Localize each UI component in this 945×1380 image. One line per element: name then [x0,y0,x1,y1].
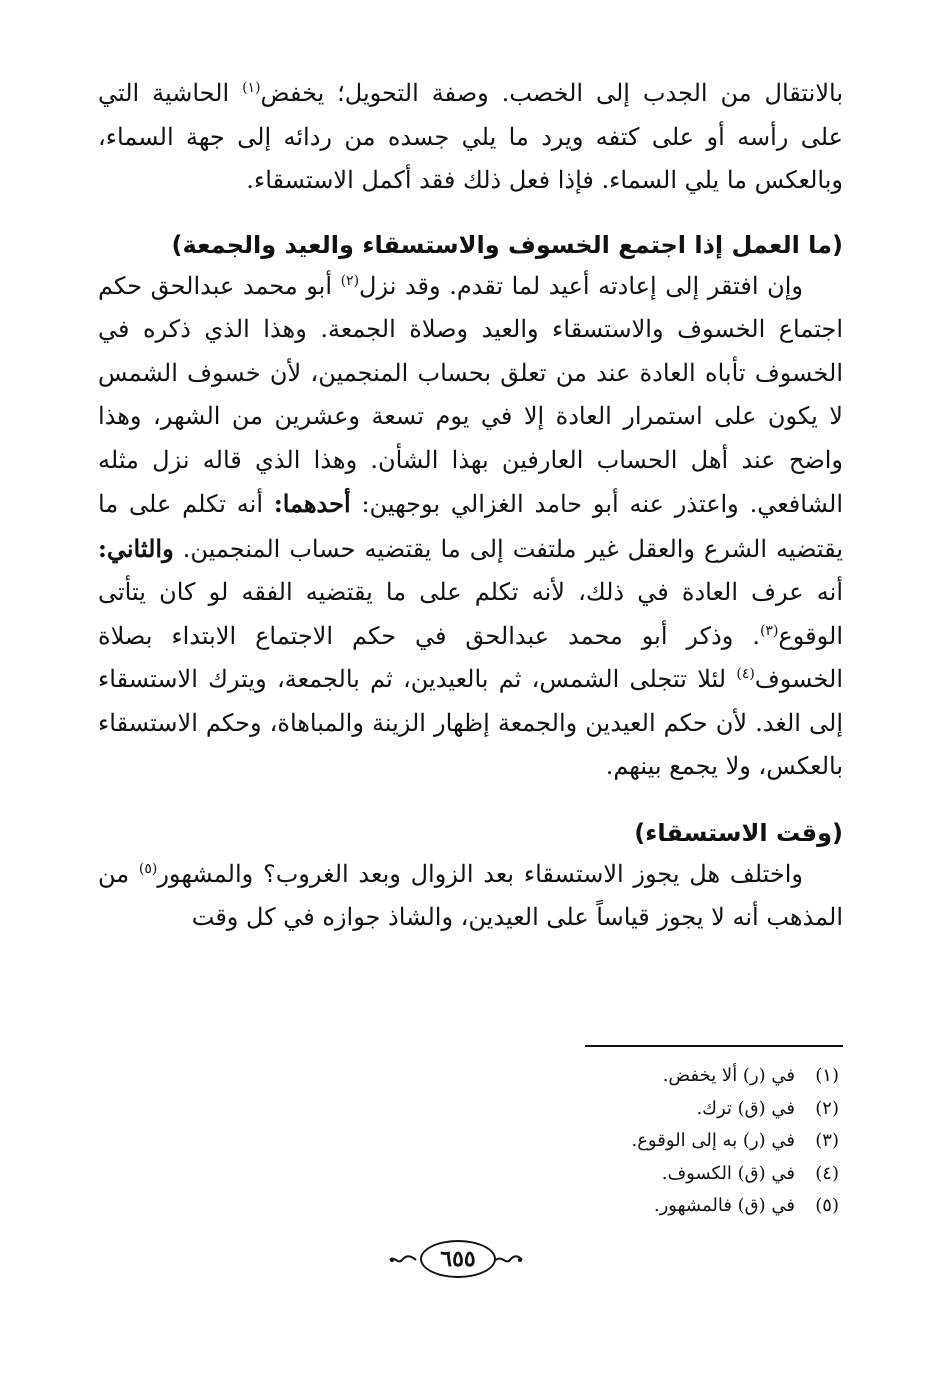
text-run: أنه عرف العادة في ذلك، لأنه تكلم على ما يقتضيه الفقه لو كان يتأتى الوقوع [98,578,843,650]
text-run: من المذهب أنه لا يجوز قياساً على العيدين، والشاذ جوازه في كل وقت [98,859,843,931]
footnote-item [439,1125,839,1158]
footnote-ref-1: (١) [242,80,261,96]
footnote-separator [585,1045,843,1047]
footnote-text: في (ر) به إلى الوقوع. [631,1130,795,1151]
footnote-ref-4: (٤) [736,666,755,682]
paragraph-2 [98,265,843,789]
footnotes [439,1060,839,1223]
footnote-number: (١) [815,1065,839,1086]
footnote-item [439,1060,839,1093]
ornament-right-icon [494,1255,524,1265]
section-heading-rain-prayer-time: (وقت الاستسقاء) [634,818,843,847]
footnote-ref-5: (٥) [138,860,158,877]
paragraph-3 [98,853,843,940]
footnote-text: في (ر) ألا يخفض. [662,1065,795,1086]
page-body [98,72,843,940]
page-number-ornament [380,1236,530,1282]
footnote-item [439,1093,839,1126]
footnote-number: (٢) [815,1097,839,1119]
footnote-text: في (ق) فالمشهور. [653,1195,795,1216]
footnote-number: (٥) [815,1195,839,1216]
text-run: لئلا تتجلى الشمس، ثم بالعيدين، ثم بالجمعة، ويترك الاستسقاء إلى الغد. لأن حكم العيدين والجمعة إظهار الزينة والمباهاة، وحكم الاستسقاء بالعكس، ولا يجمع بينهم. [98,665,843,780]
footnote-ref-3: (٣) [759,622,779,639]
text-run: وإن افتقر إلى إعادته أعيد لما تقدم. وقد نزل [359,271,804,300]
term-second: والثاني: [98,533,174,563]
text-run: أبو محمد عبدالحق حكم اجتماع الخسوف والاستسقاء والعيد وصلاة الجمعة. وهذا الذي ذكره في الخسوف تأباه العادة عند من تعلق بحساب المنجمين، لأن خسوف الشمس لا يكون على استمرار العادة إلا في يوم تسعة وعشرين من الشهر، وهذا واضح عند أهل الحساب العارفين بهذا الشأن. وهذا الذي قاله نزل مثله الشافعي. واعتذر عنه أبو حامد الغزالي بوجهين: [98,271,844,518]
footnote-text: في (ق) ترك. [696,1097,795,1119]
term-first: أحدهما: [273,489,351,518]
text-run: واختلف هل يجوز الاستسقاء بعد الزوال وبعد الغروب؟ والمشهور [157,859,803,888]
footnote-text: في (ق) الكسوف. [661,1162,795,1184]
page-number: ٦٥٥ [440,1246,476,1272]
footnote-item [439,1190,839,1223]
footnote-item [439,1158,839,1191]
footnote-ref-2: (٢) [340,272,360,289]
footnote-number: (٤) [815,1162,839,1184]
ornament-left-icon [388,1255,418,1265]
paragraph-1 [98,72,843,203]
text-run: أنه تكلم على ما يقتضيه الشرع والعقل غير ملتفت إلى ما يقتضيه حساب المنجمين. [98,490,843,563]
text-run: بالانتقال من الجدب إلى الخصب. وصفة التحويل؛ يخفض [260,79,844,107]
section-heading-gathering: (ما العمل إذا اجتمع الخسوف والاستسقاء والعيد والجمعة) [171,230,843,259]
footnote-number: (٣) [815,1130,839,1151]
text-run: . وذكر أبو محمد عبدالحق في حكم الاجتماع الابتداء بصلاة الخسوف [98,621,843,693]
text-run: الحاشية التي على رأسه أو على كتفه ويرد ما يلي جسده من ردائه إلى جهة السماء، وبالعكس ما يلي السماء. فإذا فعل ذلك فقد أكمل الاستسقاء. [98,79,843,194]
